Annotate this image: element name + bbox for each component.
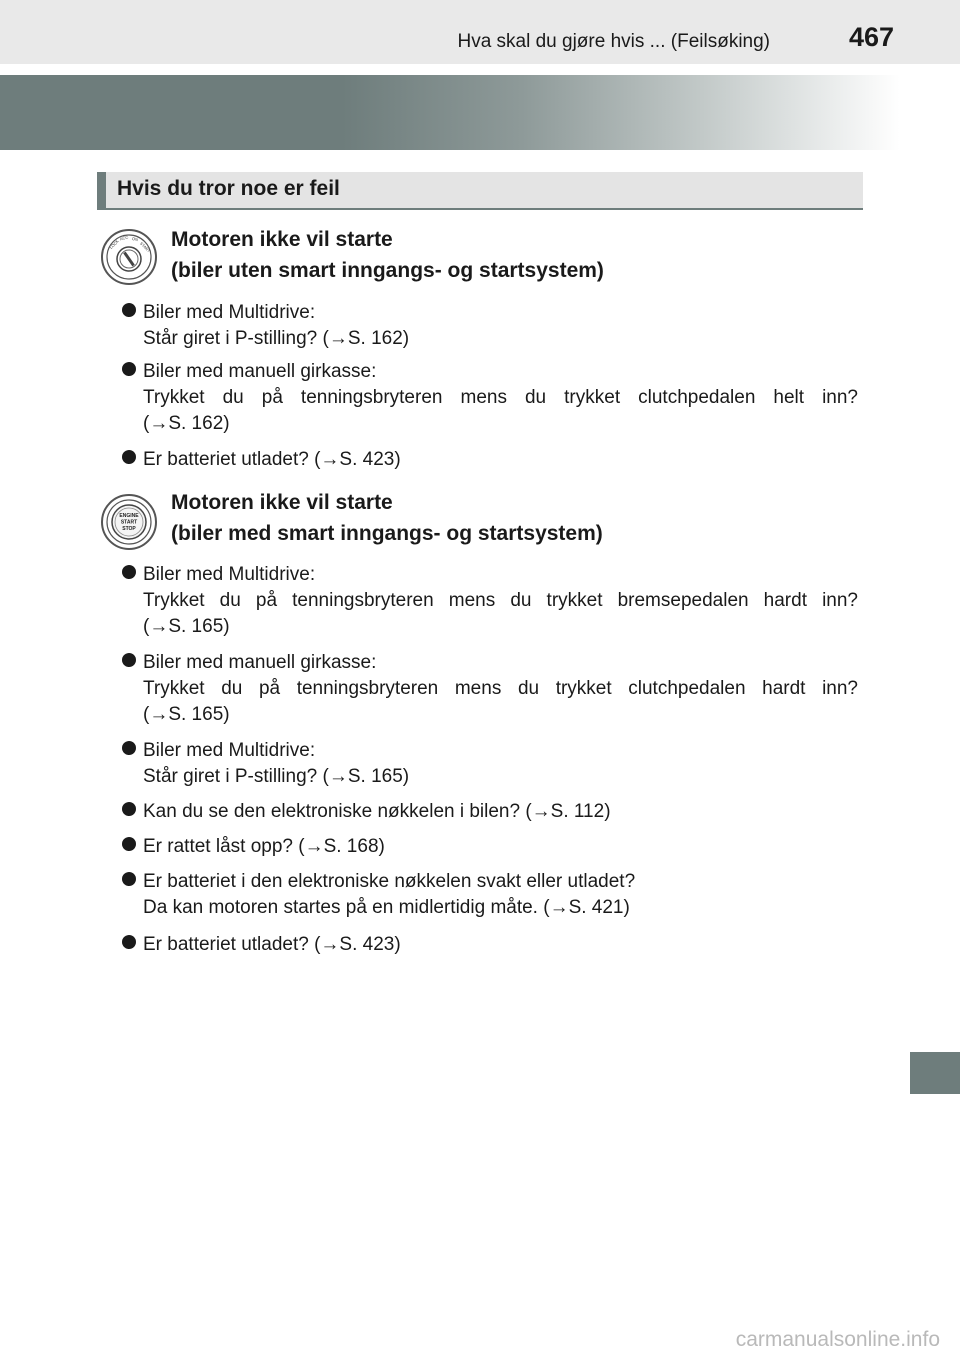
list-item-line: Er batteriet utladet? (→S. 423) <box>143 934 401 955</box>
ignition-key-switch-icon <box>101 229 157 285</box>
key-label-start: START <box>138 240 152 254</box>
subsection-title-2 <box>171 487 603 549</box>
chapter-title: Hva skal du gjøre hvis ... (Feilsøking) <box>457 31 770 52</box>
list-item-line: Da kan motoren startes på en midlertidig måte. (→S. 421) <box>143 897 630 918</box>
key-label-lock: LOCK <box>108 238 120 250</box>
section-title: Hvis du tror noe er feil <box>117 177 340 200</box>
list-item-line: Biler med manuell girkasse: <box>143 361 377 382</box>
list-item-line: Biler med Multidrive: <box>143 740 316 761</box>
list-item-line: Er rattet låst opp? (→S. 168) <box>143 836 385 857</box>
subsection-title-2-line-2: (biler med smart inngangs- og startsystem) <box>171 522 603 545</box>
section-header <box>97 172 863 210</box>
list-item-line: Er batteriet utladet? (→S. 423) <box>143 449 401 470</box>
key-label-on: ON <box>131 235 139 243</box>
bullet-icon <box>122 565 136 579</box>
list-item-line: (→S. 165) <box>143 704 230 725</box>
bullet-icon <box>122 450 136 464</box>
watermark: carmanualsonline.info <box>735 1328 940 1351</box>
chapter-thumb-tab <box>910 1052 960 1094</box>
button-label-start: START <box>120 519 138 526</box>
list-item-line: Trykket du på tenningsbryteren mens du trykket clutchpedalen helt inn? <box>143 387 858 408</box>
subsection-title-1-line-1: Motoren ikke vil starte <box>171 228 393 251</box>
engine-start-stop-button-icon <box>101 494 157 550</box>
bullet-icon <box>122 837 136 851</box>
page-header-bar <box>0 0 960 64</box>
list-item-line: Kan du se den elektroniske nøkkelen i bilen? (→S. 112) <box>143 801 611 822</box>
bullet-icon <box>122 303 136 317</box>
subsection-title-1-line-2: (biler uten smart inngangs- og startsystem) <box>171 259 604 282</box>
button-label-stop: STOP <box>122 526 136 532</box>
page-number: 467 <box>848 22 894 52</box>
key-label-acc: ACC <box>119 234 129 242</box>
bullet-icon <box>122 802 136 816</box>
list-item-line: Er batteriet i den elektroniske nøkkelen svakt eller utladet? <box>143 871 636 892</box>
list-item-line: (→S. 162) <box>143 413 230 434</box>
list-item-line: Står giret i P-stilling? (→S. 162) <box>143 328 410 349</box>
list-item-line: Trykket du på tenningsbryteren mens du trykket bremsepedalen hardt inn? <box>143 590 858 611</box>
subsection-title-1 <box>171 224 604 286</box>
bullet-icon <box>122 362 136 376</box>
list-item-line: Biler med Multidrive: <box>143 564 316 585</box>
bullet-icon <box>122 653 136 667</box>
bullet-icon <box>122 741 136 755</box>
list-item-line: (→S. 165) <box>143 616 230 637</box>
list-item-line: Trykket du på tenningsbryteren mens du trykket clutchpedalen hardt inn? <box>143 678 858 699</box>
button-label-engine: ENGINE <box>119 513 139 519</box>
bullet-icon <box>122 935 136 949</box>
subsection-title-2-line-1: Motoren ikke vil starte <box>171 491 393 514</box>
list-item-line: Biler med manuell girkasse: <box>143 652 377 673</box>
chapter-banner <box>0 75 900 150</box>
list-item-line: Står giret i P-stilling? (→S. 165) <box>143 766 410 787</box>
bullet-icon <box>122 872 136 886</box>
list-item-line: Biler med Multidrive: <box>143 302 316 323</box>
